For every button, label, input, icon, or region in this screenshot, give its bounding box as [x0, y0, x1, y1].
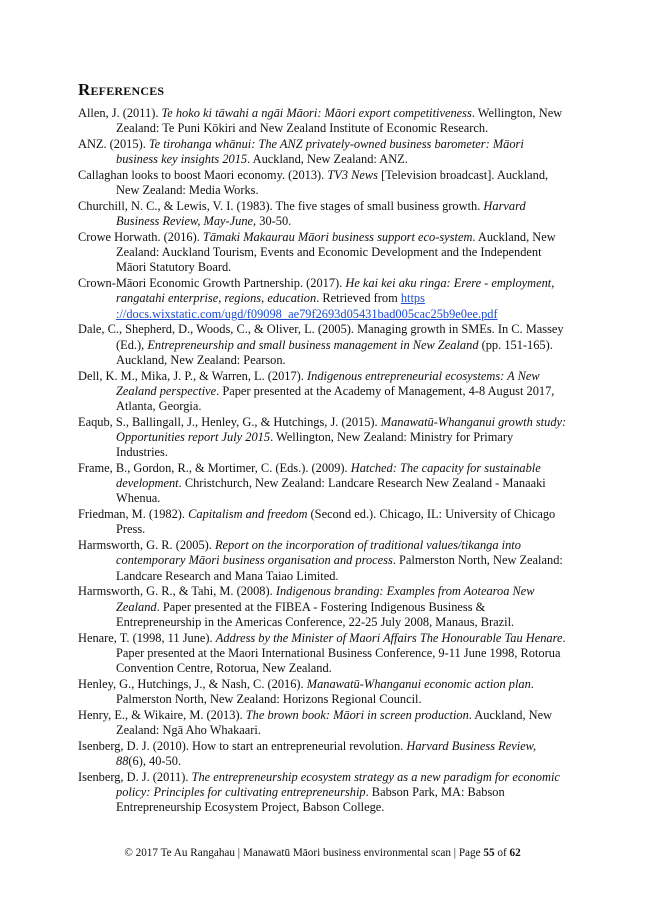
reference-entry [78, 199, 568, 229]
reference-title: Indigenous branding: Examples from Aotearoa New Zealand [116, 584, 535, 614]
reference-details: (6), 40-50. [128, 754, 182, 769]
reference-entry [78, 415, 568, 461]
reference-entry [78, 677, 568, 707]
reference-authors: Frame, B., Gordon, R., & Mortimer, C. (Eds.). (2009). [78, 461, 351, 476]
reference-details: . Auckland, New Zealand: Ngā Aho Whakaari. [116, 707, 553, 738]
reference-details: . Auckland, New Zealand: ANZ. [247, 152, 408, 167]
reference-authors: Dell, K. M., Mika, J. P., & Warren, L. (2017). [78, 368, 308, 383]
page-number: 55 [483, 847, 495, 859]
reference-entry [78, 708, 568, 738]
reference-authors: Churchill, N. C., & Lewis, V. I. (1983). The five stages of small business growth. [78, 199, 484, 213]
reference-details: . Auckland, New Zealand: Auckland Tourism, Events and Economic Development and the Independent Māori Statutory Board. [116, 230, 556, 275]
reference-authors: Harmsworth, G. R. (2005). [78, 538, 215, 553]
reference-details: [Television broadcast]. Auckland, New Zealand: Media Works. [116, 168, 549, 198]
reference-entry [78, 631, 568, 677]
page-footer [0, 847, 645, 859]
reference-entry [78, 538, 568, 584]
reference-authors: ANZ. (2015). [78, 137, 149, 151]
reference-entry [78, 106, 568, 136]
reference-authors: Friedman, M. (1982). [78, 507, 189, 522]
reference-authors: Crowe Horwath. (2016). [78, 230, 203, 244]
reference-entry [78, 168, 568, 198]
reference-title: TV3 News [327, 168, 378, 182]
section-heading: References [78, 80, 165, 99]
reference-details: . Babson Park, MA: Babson Entrepreneurship Ecosystem Project, Babson College. [116, 785, 505, 815]
reference-list [78, 106, 568, 816]
reference-entry [78, 507, 568, 537]
reference-authors: Henley, G., Hutchings, J., & Nash, C. (2016). [78, 676, 307, 691]
reference-details: . Palmerston North, New Zealand: Landcare Research and Mana Taiao Limited. [116, 553, 563, 583]
reference-details: . Wellington, New Zealand: Ministry for Primary Industries. [116, 430, 514, 460]
footer-text: © 2017 Te Au Rangahau | Manawatū Māori business environmental scan | Page [124, 847, 484, 859]
reference-authors: Henry, E., & Wikaire, M. (2013). [78, 707, 246, 722]
reference-authors: Isenberg, D. J. (2011). [78, 769, 192, 784]
reference-title: Tāmaki Makaurau Māori business support eco-system [202, 230, 473, 244]
reference-title: Entrepreneurship and small business management in New Zealand [147, 337, 479, 352]
reference-link[interactable]: https ://docs.wixstatic.com/ugd/f09098_ae79f2693d05431bad005cac25b9e0ee.pdf [116, 291, 498, 321]
reference-entry [78, 230, 568, 276]
reference-title: Te hoko ki tāwahi a ngāi Māori: Māori export competitiveness [161, 106, 472, 120]
reference-details: . Paper presented at the Maori International Business Conference, 9-11 June 1998, Rotorua Convention Centre, Rotorua, New Zealand. [116, 630, 566, 676]
reference-title: Report on the incorporation of traditional values/tikanga into contemporary Māori business organisation and process [116, 538, 521, 568]
reference-entry [78, 739, 568, 769]
reference-title: The entrepreneurship ecosystem strategy as a new paradigm for economic policy: Principles for cultivating entrepreneurship [116, 769, 560, 800]
reference-title: Te tirohanga whānui: The ANZ privately-owned business barometer: Māori business key insights 2015 [116, 137, 524, 167]
reference-authors: Isenberg, D. J. (2010). How to start an entrepreneurial revolution. [78, 738, 407, 753]
reference-entry [78, 584, 568, 630]
reference-details: . Paper presented at the Academy of Management, 4-8 August 2017, Atlanta, Georgia. [116, 383, 555, 414]
reference-details: (pp. 151-165). Auckland, New Zealand: Pearson. [116, 337, 553, 367]
reference-entry [78, 322, 568, 368]
reference-title: He kai kei aku ringa: Erere - employment, rangatahi enterprise, regions, education [116, 276, 555, 306]
reference-title: Harvard Business Review, 88 [116, 738, 537, 769]
reference-authors: Crown-Māori Economic Growth Partnership. (2017). [78, 276, 346, 291]
reference-authors: Dale, C., Shepherd, D., Woods, C., & Oliver, L. (2005). Managing growth in SMEs. In C. Massey (Ed.), [78, 322, 564, 352]
reference-entry [78, 369, 568, 415]
footer-of: of [494, 847, 510, 859]
reference-entry [78, 137, 568, 167]
reference-title: Indigenous entrepreneurial ecosystems: A New Zealand perspective [116, 368, 540, 398]
reference-title: Manawatū-Whanganui growth study: Opportunities report July 2015 [116, 414, 567, 445]
reference-title: Capitalism and freedom [188, 507, 308, 522]
reference-title: Harvard Business Review, May-June [116, 199, 526, 229]
reference-authors: Henare, T. (1998, 11 June). [78, 630, 216, 645]
reference-entry [78, 276, 568, 322]
reference-authors: Harmsworth, G. R., & Tahi, M. (2008). [78, 584, 276, 599]
reference-title: Hatched: The capacity for sustainable development [116, 461, 541, 491]
reference-details: , 30-50. [253, 214, 292, 229]
reference-title: Address by the Minister of Maori Affairs The Honourable Tau Henare [215, 630, 563, 645]
page-total: 62 [509, 847, 521, 859]
reference-entry [78, 770, 568, 816]
reference-details: . Paper presented at the FIBEA - Fostering Indigenous Business & Entrepreneurship in the Americas Conference, 22-25 July 2008, Manaus, Brazil. [116, 599, 515, 629]
reference-details: . Christchurch, New Zealand: Landcare Research New Zealand - Manaaki Whenua. [116, 476, 546, 506]
reference-authors: Allen, J. (2011). [78, 106, 162, 120]
reference-authors: Callaghan looks to boost Maori economy. (2013). [78, 168, 328, 182]
reference-details: . Palmerston North, New Zealand: Horizons Regional Council. [116, 676, 534, 707]
reference-details: . Wellington, New Zealand: Te Puni Kōkiri and New Zealand Institute of Economic Research. [116, 106, 563, 136]
reference-entry [78, 461, 568, 507]
reference-title: The brown book: Māori in screen production [245, 707, 469, 722]
reference-details: (Second ed.). Chicago, IL: University of Chicago Press. [116, 507, 556, 537]
reference-details: . Retrieved from [316, 291, 401, 306]
reference-authors: Eaqub, S., Ballingall, J., Henley, G., & Hutchings, J. (2015). [78, 414, 381, 429]
reference-title: Manawatū-Whanganui economic action plan [306, 676, 531, 691]
